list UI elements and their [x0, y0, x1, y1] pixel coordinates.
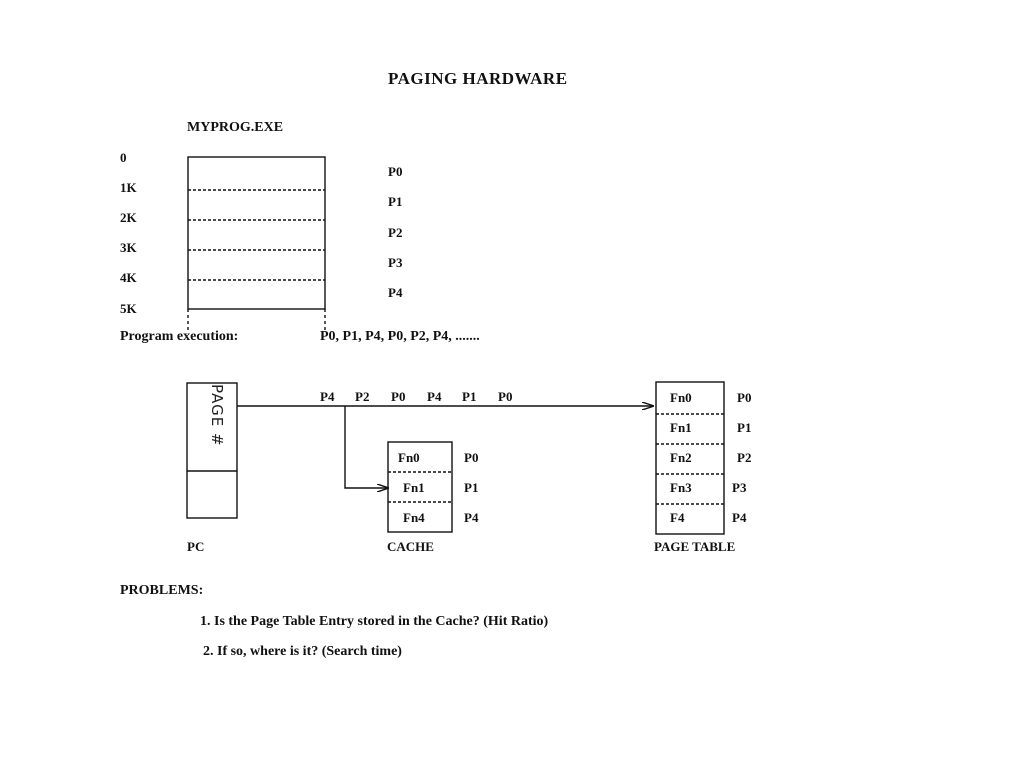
cache-page-2: P4 — [464, 510, 479, 525]
cache-page-0: P0 — [464, 450, 479, 465]
page-table-frame-4: F4 — [670, 510, 685, 525]
page-table-frame-1: Fn1 — [670, 420, 692, 435]
address-label-3k: 3K — [120, 240, 137, 255]
reference-stream-item: P0 — [391, 389, 406, 404]
problem-item-1: 1. Is the Page Table Entry stored in the Cache? (Hit Ratio) — [200, 614, 549, 629]
program-page-p2: P2 — [388, 225, 403, 240]
pc-to-cache-arrow — [345, 406, 388, 488]
program-name: MYPROG.EXE — [187, 120, 284, 135]
page-table-frame-0: Fn0 — [670, 390, 692, 405]
diagram-title: PAGING HARDWARE — [388, 69, 568, 88]
program-page-p3: P3 — [388, 255, 403, 270]
address-label-2k: 2K — [120, 210, 137, 225]
program-page-p0: P0 — [388, 164, 403, 179]
page-table-page-2: P2 — [737, 450, 752, 465]
reference-stream-item: P4 — [427, 389, 442, 404]
reference-stream-item: P2 — [355, 389, 370, 404]
page-table-frame-3: Fn3 — [670, 480, 692, 495]
page-table-page-0: P0 — [737, 390, 752, 405]
cache-frame-2: Fn4 — [403, 510, 425, 525]
page-table-page-4: P4 — [732, 510, 747, 525]
reference-stream-item: P1 — [462, 389, 477, 404]
reference-stream-item: P0 — [498, 389, 513, 404]
page-table-page-1: P1 — [737, 420, 752, 435]
page-table-page-3: P3 — [732, 480, 747, 495]
execution-sequence: P0, P1, P4, P0, P2, P4, ....... — [320, 329, 480, 344]
pc-label: PC — [187, 539, 205, 554]
problem-item-2: 2. If so, where is it? (Search time) — [203, 644, 402, 659]
cache-frame-0: Fn0 — [398, 450, 420, 465]
page-table-frame-2: Fn2 — [670, 450, 692, 465]
page-table-label: PAGE TABLE — [654, 539, 736, 554]
address-label-4k: 4K — [120, 270, 137, 285]
program-box — [188, 157, 325, 330]
reference-stream-item: P4 — [320, 389, 335, 404]
problems-heading: PROBLEMS: — [120, 583, 204, 598]
address-label-1k: 1K — [120, 180, 137, 195]
address-label-5k: 5K — [120, 301, 137, 316]
cache-page-1: P1 — [464, 480, 479, 495]
address-label-0: 0 — [120, 150, 127, 165]
program-page-p1: P1 — [388, 194, 403, 209]
execution-label: Program execution: — [120, 329, 239, 344]
program-page-p4: P4 — [388, 285, 403, 300]
cache-label: CACHE — [387, 539, 434, 554]
page-number-field-text: PAGE # — [208, 384, 226, 447]
cache-frame-1: Fn1 — [403, 480, 425, 495]
